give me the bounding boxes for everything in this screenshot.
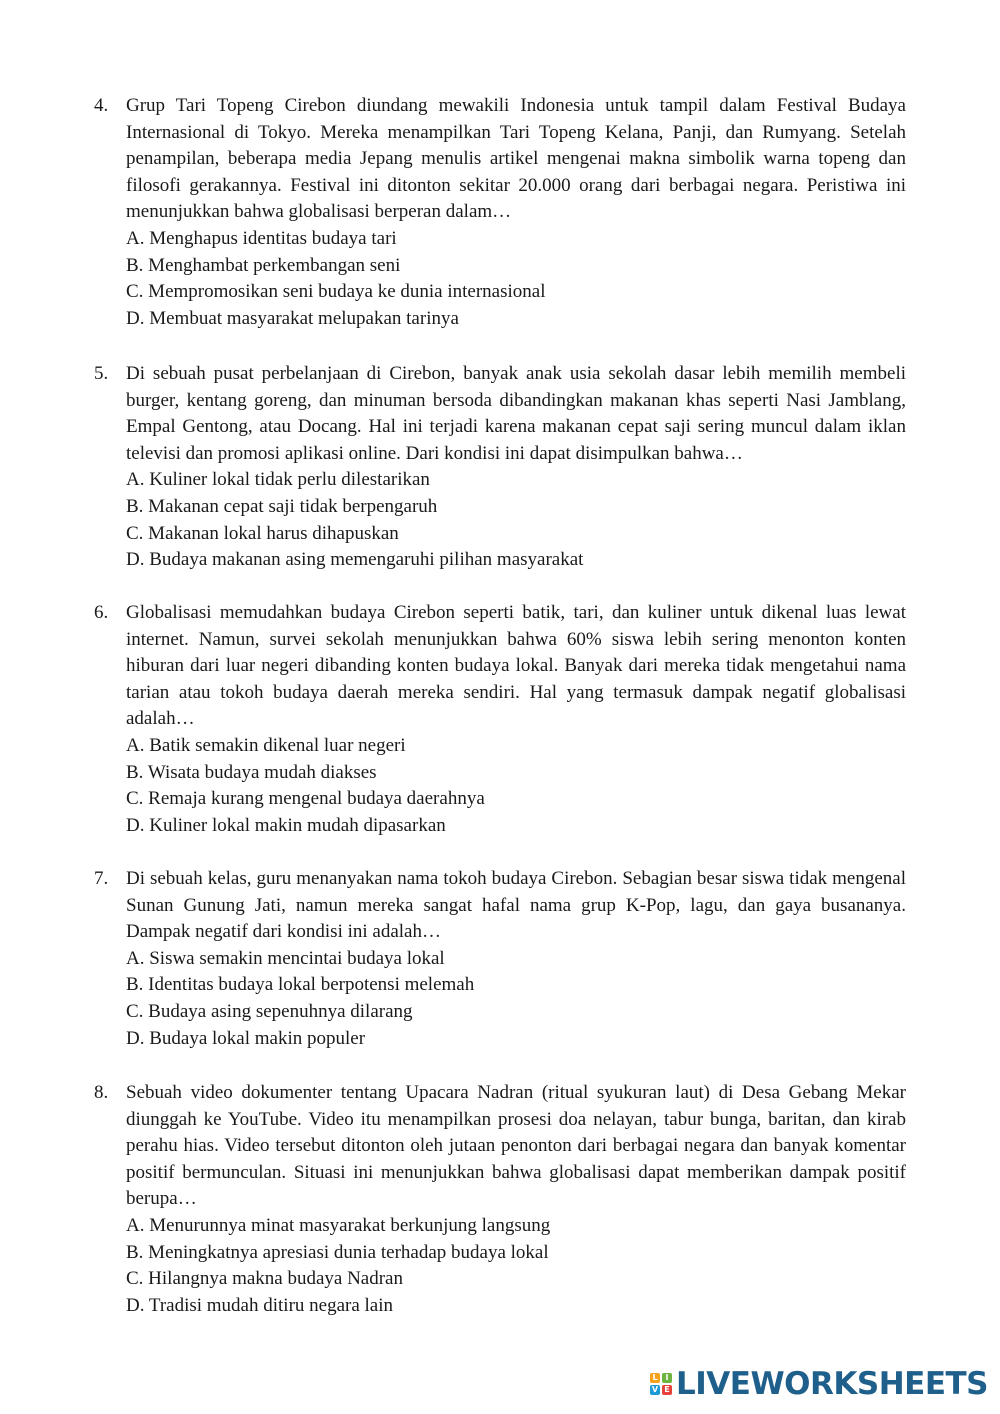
question-number: 4. xyxy=(94,95,109,116)
question-stem: Globalisasi memudahkan budaya Cirebon seperti batik, tari, dan kuliner untuk dikenal luas lewat internet. Namun, survei sekolah menunjukkan bahwa 60% siswa lebih sering menonton konten hiburan dari luar negeri dibanding konten budaya lokal. Banyak dari mereka tidak mengetahui nama tarian atau tokoh budaya daerah mereka sendiri. Hal yang termasuk dampak negatif globalisasi adalah… xyxy=(126,602,906,730)
question-number: 6. xyxy=(94,602,109,623)
question-5 xyxy=(94,361,906,574)
question-stem: Di sebuah kelas, guru menanyakan nama tokoh budaya Cirebon. Sebagian besar siswa tidak mengenal Sunan Gunung Jati, namun mereka sangat hafal nama grup K-Pop, lagu, dan gaya busananya. Dampak negatif dari kondisi ini adalah… xyxy=(126,868,906,943)
option-b[interactable]: B. Makanan cepat saji tidak berpengaruh xyxy=(126,495,438,517)
logo-mark-icon: L I V E xyxy=(650,1373,672,1395)
question-number: 7. xyxy=(94,868,109,889)
question-7 xyxy=(94,866,906,1052)
question-body xyxy=(126,600,906,839)
option-a[interactable]: A. Menghapus identitas budaya tari xyxy=(126,227,397,249)
option-a[interactable]: A. Siswa semakin mencintai budaya lokal xyxy=(126,947,445,969)
question-stem: Sebuah video dokumenter tentang Upacara Nadran (ritual syukuran laut) di Desa Gebang Mekar diunggah ke YouTube. Video itu menampilkan prosesi doa nelayan, tabur bunga, baritan, dan kirab perahu hias. Video tersebut ditonton oleh jutaan penonton dari berbagai negara dan banyak komentar positif bermunculan. Situasi ini menunjukkan bahwa globalisasi dapat memberikan dampak positif berupa… xyxy=(126,1082,906,1210)
question-body xyxy=(126,93,906,332)
option-d[interactable]: D. Budaya makanan asing memengaruhi pilihan masyarakat xyxy=(126,549,584,571)
option-b[interactable]: B. Identitas budaya lokal berpotensi melemah xyxy=(126,974,475,996)
option-a[interactable]: A. Menurunnya minat masyarakat berkunjung langsung xyxy=(126,1214,551,1236)
option-a[interactable]: A. Batik semakin dikenal luar negeri xyxy=(126,734,406,756)
option-d[interactable]: D. Kuliner lokal makin mudah dipasarkan xyxy=(126,814,446,836)
question-stem: Di sebuah pusat perbelanjaan di Cirebon, banyak anak usia sekolah dasar lebih memilih membeli burger, kentang goreng, dan minuman bersoda dibandingkan makanan khas seperti Nasi Jamblang, Empal Gentong, atau Docang. Hal ini terjadi karena makanan cepat saji sering muncul dalam iklan televisi dan promosi aplikasi online. Dari kondisi ini dapat disimpulkan bahwa… xyxy=(126,363,906,464)
option-c[interactable]: C. Makanan lokal harus dihapuskan xyxy=(126,522,399,544)
option-b[interactable]: B. Wisata budaya mudah diakses xyxy=(126,761,377,783)
liveworksheets-logo xyxy=(650,1364,988,1404)
question-body xyxy=(126,1080,906,1319)
question-6 xyxy=(94,600,906,839)
option-d[interactable]: D. Membuat masyarakat melupakan tarinya xyxy=(126,307,459,329)
option-b[interactable]: B. Menghambat perkembangan seni xyxy=(126,254,401,276)
logo-text: LIVEWORKSHEETS xyxy=(676,1366,988,1402)
option-b[interactable]: B. Meningkatnya apresiasi dunia terhadap budaya lokal xyxy=(126,1241,549,1263)
option-c[interactable]: C. Hilangnya makna budaya Nadran xyxy=(126,1268,403,1290)
question-body xyxy=(126,361,906,574)
option-d[interactable]: D. Budaya lokal makin populer xyxy=(126,1027,366,1049)
question-number: 5. xyxy=(94,363,109,384)
question-number: 8. xyxy=(94,1082,109,1103)
question-4 xyxy=(94,93,906,332)
question-body xyxy=(126,866,906,1052)
question-8 xyxy=(94,1080,906,1319)
question-stem: Grup Tari Topeng Cirebon diundang mewakili Indonesia untuk tampil dalam Festival Budaya Internasional di Tokyo. Mereka menampilkan Tari Topeng Kelana, Panji, dan Rumyang. Setelah penampilan, beberapa media Jepang menulis artikel mengenai makna simbolik warna topeng dan filosofi gerakannya. Festival ini ditonton sekitar 20.000 orang dari berbagai negara. Peristiwa ini menunjukkan bahwa globalisasi berperan dalam… xyxy=(126,95,906,223)
option-c[interactable]: C. Remaja kurang mengenal budaya daerahnya xyxy=(126,788,485,810)
option-a[interactable]: A. Kuliner lokal tidak perlu dilestarikan xyxy=(126,469,430,491)
option-c[interactable]: C. Mempromosikan seni budaya ke dunia internasional xyxy=(126,281,546,303)
option-d[interactable]: D. Tradisi mudah ditiru negara lain xyxy=(126,1294,394,1316)
option-c[interactable]: C. Budaya asing sepenuhnya dilarang xyxy=(126,1000,413,1022)
